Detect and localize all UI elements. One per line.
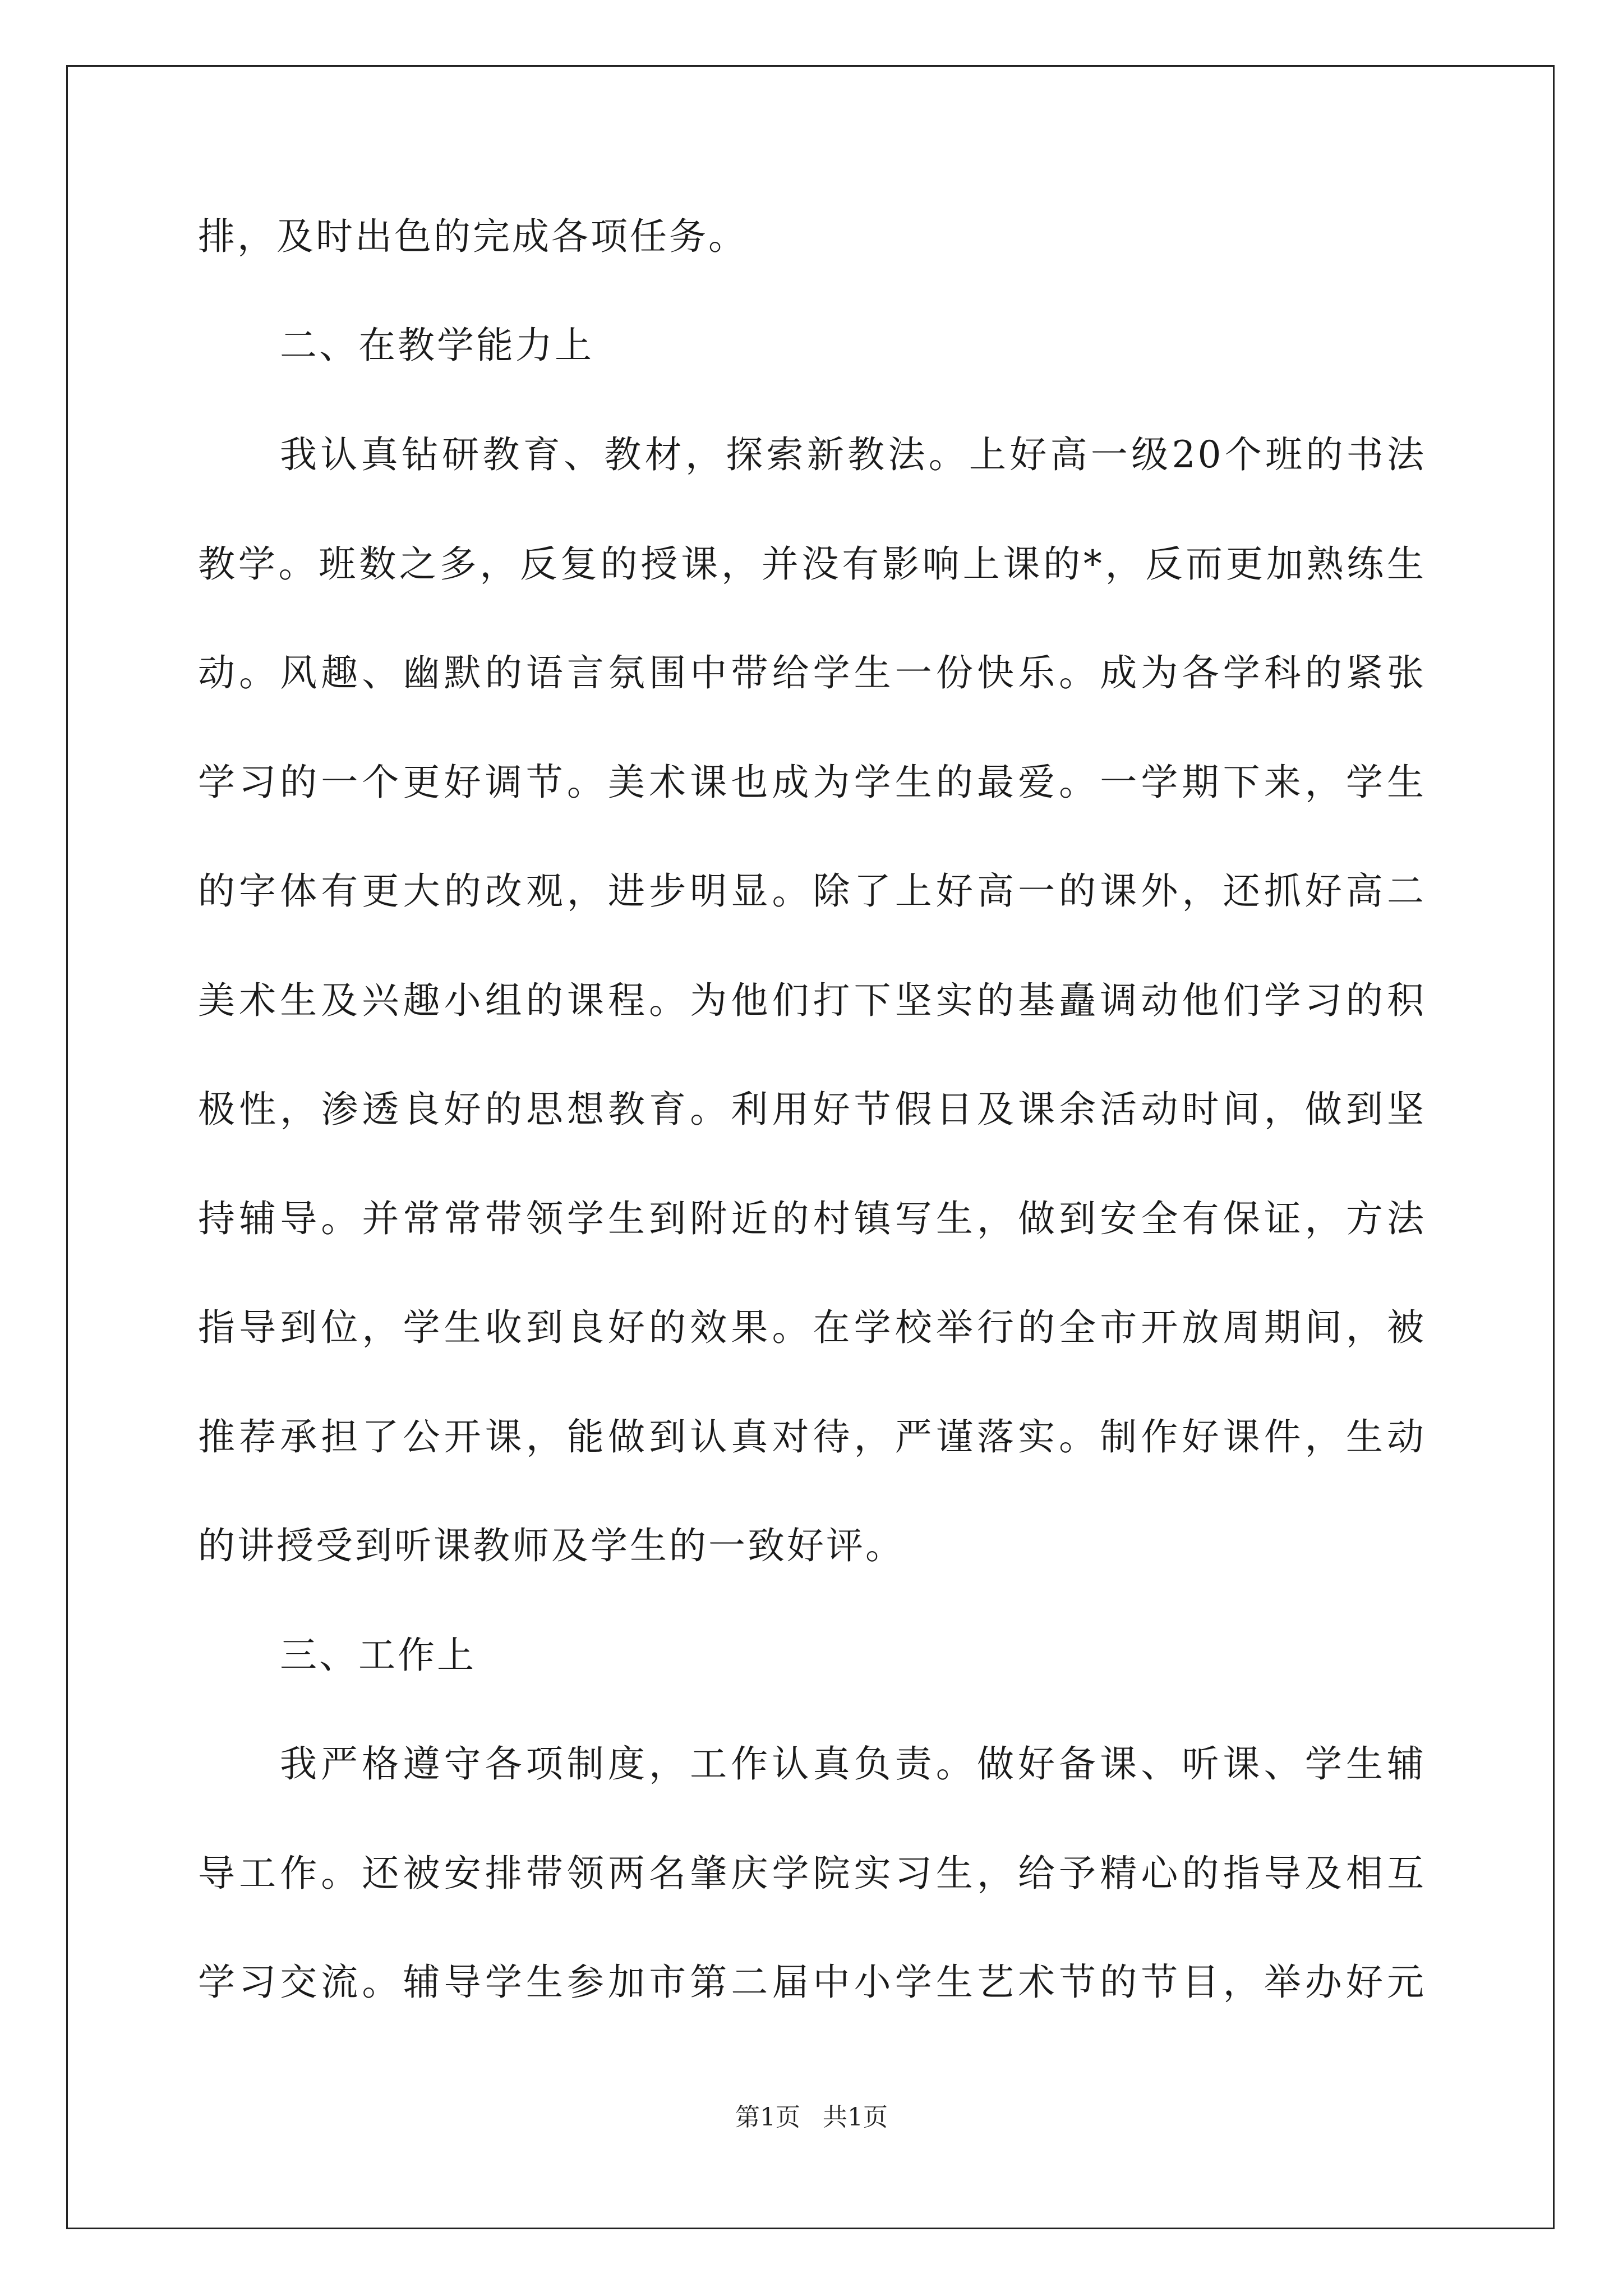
- text-line: 教学。班数之多，反复的授课，并没有影响上课的*，反而更加熟练生: [198, 542, 1426, 586]
- text-line: 的讲授受到听课教师及学生的一致好评。: [198, 1524, 905, 1567]
- text-line: 动。风趣、幽默的语言氛围中带给学生一份快乐。成为各学科的紧张: [198, 651, 1426, 694]
- page-border: [66, 65, 1555, 2229]
- section-heading: 三、工作上: [280, 1634, 476, 1677]
- text-line: 我认真钻研教育、教材，探索新教法。上好高一级20个班的书法: [280, 433, 1426, 476]
- text-line: 指导到位，学生收到良好的效果。在学校举行的全市开放周期间，被: [198, 1306, 1426, 1349]
- text-line: 学习交流。辅导学生参加市第二届中小学生艺术节的节目，举办好元: [198, 1961, 1426, 2004]
- text-line: 持辅导。并常常带领学生到附近的村镇写生，做到安全有保证，方法: [198, 1197, 1426, 1240]
- text-line: 我严格遵守各项制度，工作认真负责。做好备课、听课、学生辅: [280, 1742, 1426, 1786]
- text-line: 的字体有更大的改观，进步明显。除了上好高一的课外，还抓好高二: [198, 869, 1426, 913]
- page-number: 第1页: [735, 2103, 800, 2132]
- text-line: 导工作。还被安排带领两名肇庆学院实习生，给予精心的指导及相互: [198, 1852, 1426, 1895]
- text-line: 排，及时出色的完成各项任务。: [198, 215, 748, 258]
- text-line: 学习的一个更好调节。美术课也成为学生的最爱。一学期下来，学生: [198, 761, 1426, 804]
- text-line: 极性，渗透良好的思想教育。利用好节假日及课余活动时间，做到坚: [198, 1088, 1426, 1131]
- section-heading: 二、在教学能力上: [280, 324, 594, 367]
- text-line: 推荐承担了公开课，能做到认真对待，严谨落实。制作好课件，生动: [198, 1415, 1426, 1458]
- page-footer: [0, 2101, 1623, 2134]
- text-line: 美术生及兴趣小组的课程。为他们打下坚实的基矗调动他们学习的积: [198, 979, 1426, 1022]
- page-total: 共1页: [823, 2103, 888, 2132]
